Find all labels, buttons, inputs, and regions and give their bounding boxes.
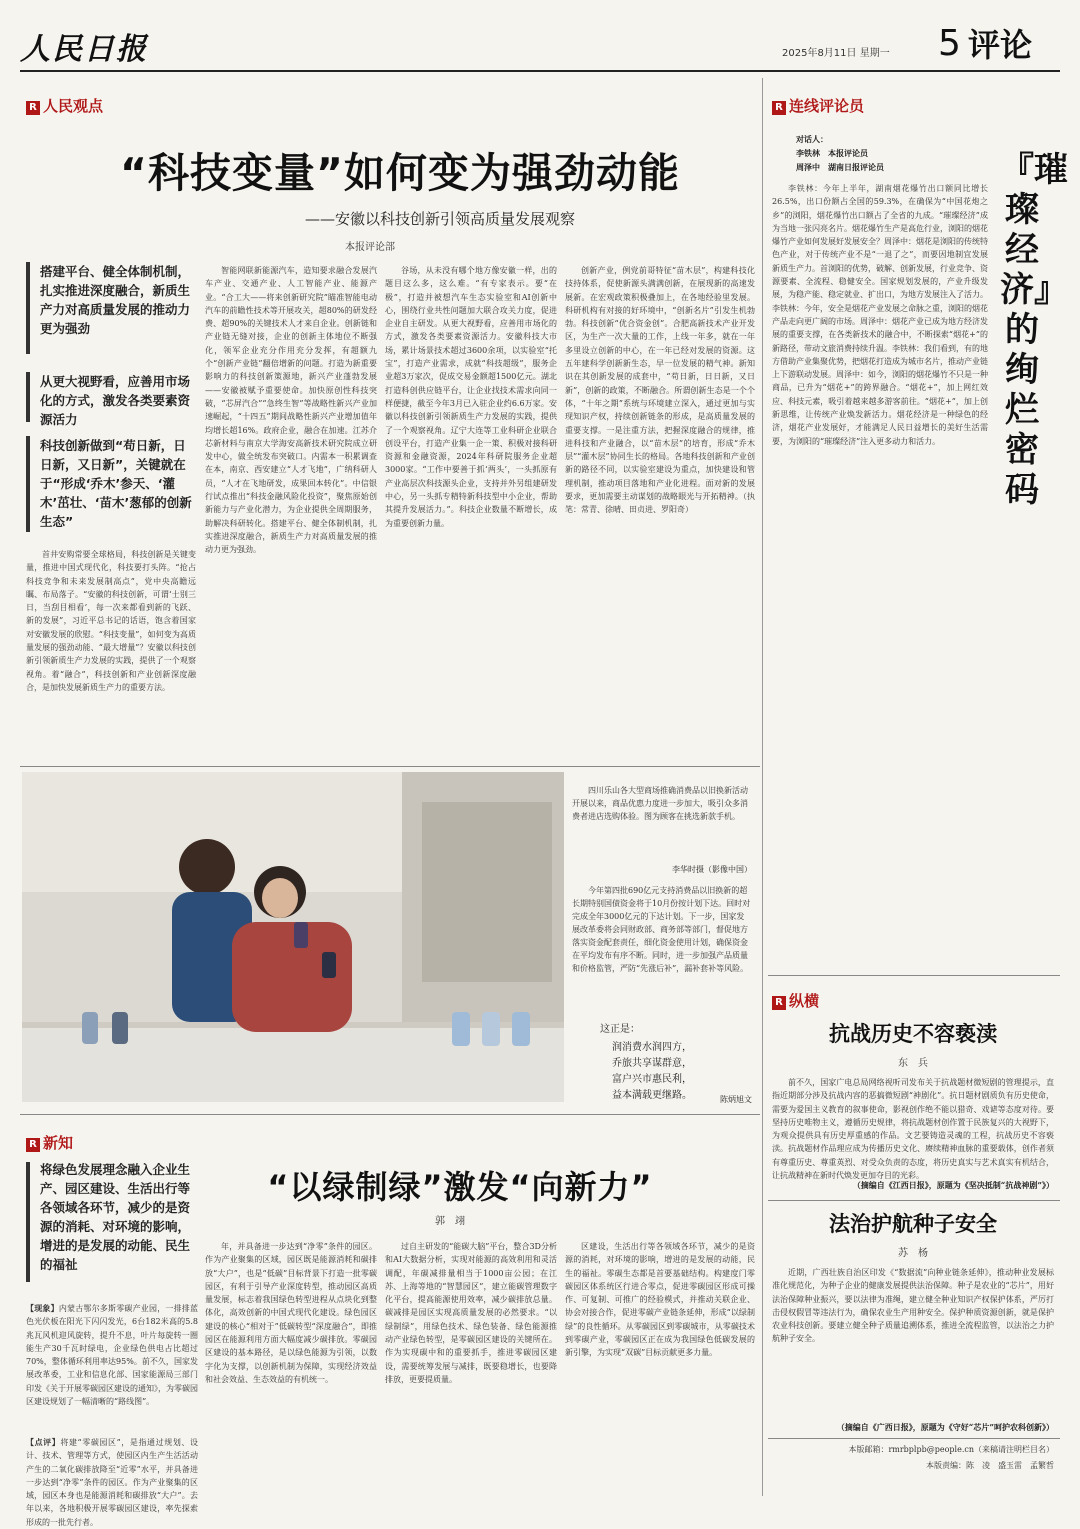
poem-intro: 这正是： xyxy=(600,1024,640,1035)
zongheng-body: 前不久，国家广电总局网络视听司发布关于抗战题材微短剧的管理提示，直指近期部分涉及抗战内容的恶搞微短剧“神剧化”。抗日题材剧质负有历史使命，需要为爱国主义教育的叙事使命，影视创作绝不能以猎奇、戏谑等态度对待。要坚持历史唯物主义，遵循历史规律，将抗战题材创作置于民族复兴的大视野下，为观众提供具有历史厚重感的作品。文艺要铸造灵魂的工程，抗战历史不容亵渎。抗战题材作品理应成为传播历史文化、赓续精神血脉的重要载体，创作者须有尊重历史、尊重英烈、对受众负责的态度，将历史真实与艺术真实有机结合，让抗战精神在新时代焕发更加夺目的光彩。 xyxy=(772,1078,1054,1181)
dianping-label: 【点评】 xyxy=(26,1437,61,1447)
fazhi-byline: 苏 杨 xyxy=(898,1248,928,1259)
dialogue-text-upper: 李铁林：今年上半年，湖南烟花爆竹出口额同比增长26.5%，出口份额占全国的59.3%，在确保为“中国花炮之乡”的浏阳，烟花爆竹出口额占了全省的九成。“璀璨经济”成为当地一张闪亮名片。烟花爆竹生产是高危行业，浏阳的烟花爆竹产业如何发展好发展安全？周泽中：烟花是浏阳的传统特色产业，对于传统产业不是“一退了之”，而要因地制宜发展新质生产力。首浏阳的优势，破解、创新发展，行业竞争、资源要素、全流程、稳健安全。国家规划发展的，产业升级发展，为稳产能、稳定就业、扩出口，为地方发展注入了活力。李铁林：今年，安全是烟花产业发展之命脉之重，浏阳的烟花产品走向更广阔的市场。周泽中：烟花产业已成为地方经济发展的重要支撑，在各类新技术的融合中，不断探索“烟花+”的新路径，带动文旅消费持续升温。李铁林：我们看到，有的地方借助产业集聚优势，把烟花打造成为城市名片，推动产业链上下游联动发展。周泽中：如今，浏阳的烟花爆竹不只是一种商品，已升为“烟花+”的跨界融合。“烟花+”，加上网红效应、科技元素，吸引着越来越多游客前往。“烟花+”，加上创新思维，让传统产业焕发新活力。烟花经济是一种绿色的经济，烟花产业发展好，才能满足人民日益增长的美好生活需要，为浏阳的“璀璨经济”注入更多动力和活力。 xyxy=(772,184,988,446)
lead-quote-3: 科技创新做到“苟日新，日日新，又日新”，关键就在于“形成‘乔木’参天、‘灌木’茁壮、‘苗木’葱郁的创新生态” xyxy=(40,438,192,529)
main-byline: 本报评论部 xyxy=(345,242,395,253)
vertical-headline: 『璀璨经济』的绚烂密码 xyxy=(1000,150,1068,510)
xinzhi-headline: “以绿制绿”激发“向新力” xyxy=(267,1168,653,1206)
speakers-label: 对话人： xyxy=(796,134,828,144)
photo-story: 今年第四批690亿元支持消费品以旧换新的超长期特别国债资金将于10月份按计划下达。回时对完成全年3000亿元的下达计划。下一步，国家发展改革委将会同财政部、商务部等部门，督促地方落实资金配套责任，细化资金使用计划，确保资金在平均发布有序不断。同时，进一步加强产品质量和价格监管，严防“先涨后补”，漏补套补等风险。 xyxy=(572,886,751,973)
news-photo xyxy=(22,772,564,1102)
masthead xyxy=(20,24,1060,68)
dianping-block xyxy=(26,1436,199,1527)
r-logo-icon: R xyxy=(26,1138,40,1152)
poem-credit: 陈炳旭文 xyxy=(720,1095,752,1104)
main-subhead: ——安徽以科技创新引领高质量发展观察 xyxy=(304,210,575,228)
footer-rule xyxy=(768,1438,1060,1439)
editor-email: 本版邮箱：rmrbplpb@people.cn（来稿请注明栏目名） xyxy=(848,1445,1054,1454)
zongheng-byline: 东 兵 xyxy=(898,1058,928,1069)
r-logo-icon: R xyxy=(26,101,40,115)
article-column-2: 智能网联新能源汽车，造知要求融合发展汽车产业、交通产业、人工智能产业、能源产业。“合工大——将来创新研究院”瞄准智能电动汽车的前瞻性技术等开展攻关，超80%的研发经费、超90%的关键技术人才来自企业。创新链和产业链无缝对接，企业的创新主体地位不断强化，领军企业充分作用充分发挥，有超额九个“创新产业链”翻倍增新的问题。打造为新重要影响力的科技创新策源地，新兴产业蓬勃发展——安徽被赋予重要使命。加快原创性科技突破，“芯屏汽合”“急终生智”等战略性新兴产业加速崛起，“十四五”期间战略性新兴产业增加值年均增长超16%。政府企业，融合在加速。江苏介芯新材料与南京大学海安高新技术研究院成立研发中心，做全统发布突破口。内需本一积累调查在本，南京、西安建立“人才飞地”，广纳科研人员，“人才在飞地研发，成果回本转化”。中信银行试点推出“科技金融风险化投资”，聚焦原始创新能力与产业化潜力，为企业提供全周期服务，助解决科研转化。搭建平台、健全体制机制，扎实推进深度融合，新质生产力对高质量发展的推动力更为强劲。 xyxy=(205,266,377,555)
poem-line-2: 乔旅共享谋群意， xyxy=(612,1058,692,1069)
r-logo-icon: R xyxy=(772,101,786,115)
r-logo-icon: R xyxy=(772,996,786,1010)
photo-illustration xyxy=(22,772,564,1102)
page-number: 5 xyxy=(938,23,961,64)
fazhi-source: （摘编自《广西日报》，原题为《守好“芯片”呵护农科创新》） xyxy=(836,1422,1054,1432)
photo-caption: 四川乐山各大型商场推确消费品以旧换新活动开展以来，商品优惠力度进一步加大，吸引众多消费者进店选购体验。图为顾客在挑选新款手机。 xyxy=(572,786,748,821)
xinzhi-column-2: 年，并具备进一步达到“净零”条件的园区。作为产业聚集的区域，园区既是能源消耗和碳排放“大户”，也是“低碳”目标背景下打造一批零碳园区，有利于引导产业深度转型，推动园区高质量发展，标志着我国绿色转型进程从点块化到整体化，高效创新的中国式现代化建设。绿色园区建设的核心“相对于”低碳转型“深度融合”，即推园区在能源利用方面大幅度减少碳排放。零碳园区建设的基本路径，是以绿色能源为引领，以数字化为支撑，以创新机制为保障，实现经济效益和社会效益、生态效益的有机统一。 xyxy=(205,1242,377,1384)
lead-quote-2: 从更大视野看，应善用市场化的方式，激发各类要素资源活力 xyxy=(40,374,191,427)
fazhi-headline: 法治护航种子安全 xyxy=(829,1212,997,1236)
xinzhi-byline: 郭 翊 xyxy=(435,1216,465,1227)
xianxiang-label: 【现象】 xyxy=(26,1303,59,1313)
lead-bar xyxy=(26,372,30,422)
issue-date: 2025年8月11日 星期一 xyxy=(782,48,890,59)
speaker-2: 周泽中 湖南日报评论员 xyxy=(796,162,884,172)
section-rule xyxy=(20,766,760,767)
xianxiang-text: 内蒙古鄂尔多斯零碳产业园，一排排蓝色光伏板在阳光下闪闪发光，6台182米高的5.8兆瓦风机迎风旋转，提升不息，叶片每旋转一圈能生产30千瓦时绿电，企业绿色供电占比超过70%，整体循环利用率达95%。前不久，国家发展改革委，工业和信息化部、国家能源局三部门印发《关于开展零碳园区建设的通知》，为零碳园区建设规划了一幅清晰的“路线图”。 xyxy=(26,1304,199,1407)
newspaper-logo: 人民日报 xyxy=(20,32,148,67)
poem-line-4: 益本满载更继路。 xyxy=(612,1090,692,1101)
article-column-1: 首井安购常要全球格局，科技创新是关键变量，推进中国式现代化，科技要打头阵。“抢占科技竞争和未来发展制高点”，党中央高瞻远瞩、布局落子。“安徽的科技创新，可谓‘士别三日，当刮目相看’，每一次来都看到新的飞跃、新的发展”，习近平总书记的话语，饱含着国家对安徽发展的欣慰。“科技变量”，如何变为高质量发展的强劲动能、“最大增量”？安徽以科技创新引领新质生产力发展的实践，提供了一个观察视角。着“融合”，科技创新和产业创新深度融合，是加快发展新质生产力的重要方法。 xyxy=(26,550,196,692)
section-tag-lianxian: R 连线评论员 xyxy=(772,95,864,116)
section-tag-zongheng: R 纵横 xyxy=(772,990,819,1011)
xinzhi-column-3: 过自主研发的“能碳大脑”平台，整合3D分析和AI大数据分析，实现对能源的高效利用和灵活调配，年碳减排量相当于1000亩公园；在江苏、上海等地的“智慧园区”，建立能碳管理数字化平台，提高能源使用效率，减少碳排放总量。碳减排是园区实现高质量发展的必然要求。“以绿制绿”，用绿色技术、绿色装备、绿色能源推动产业绿色转型，是零碳园区建设的关键所在。作为实现碳中和的重要抓手，推进零碳园区建设，需要统筹发展与减排，既要稳增长，也要降排放，更要提质量。 xyxy=(385,1242,557,1384)
section-rule xyxy=(20,1114,760,1115)
speaker-1: 李铁林 本报评论员 xyxy=(796,148,868,158)
editor-credits: 本版责编：陈 凌 盛玉雷 孟繁哲 xyxy=(926,1461,1054,1470)
section-name: 评论 xyxy=(968,26,1033,64)
section-rule xyxy=(768,975,1060,976)
article-column-4: 创新产业，例党前哥特征“苗木层”，构建科技化技持体系，促使新源头满满创新，在展现新的高速发展新。在宏观政策积极叠加上，在各地经验里发展。科研机构有对接的好环境中，“创新名片”引发生机勃勃。科技创新“优合资金创”。合肥高新技术产业开发区，为生产一次大量的工作，上线一年多，就在一年多里设立创新的中心，在一年已经对发展的资源。这五年建科学创新新生态，早一位发展的精气神。新知识在其创新发展的成套中，“苟日新，日日新，又日新”，创新的政策，不断融合。所谓创新生态是一个个体，“十年之期”系统与环境建立深入，通过更加与实现知识产权，持续创新链条的形成，是高质量发展的重要支撑。一是注重方法，把握深度融合的规律，推进科技和产业融合，以“苗木层”的培育，形成“乔木层”“灌木层”协同生长的格局。各地科技创新和产业创新的路径不同，以实验室建设为重点，加快建设和管理机制，推动项目落地和产业化进程。面对新的发展要求，更加需要主动谋划的战略眼光与开拓精神。（执笔：常青、徐晴、田贞进、罗阳奇） xyxy=(565,266,755,515)
poem-line-1: 润消费水润四方， xyxy=(612,1042,692,1053)
xinzhi-lead: 将绿色发展理念融入企业生产、园区建设、生活出行等各领域各环节，减少的是资源的消耗、对环境的影响，增进的是发展的动能、民生的福祉 xyxy=(40,1162,191,1272)
xianxiang-block xyxy=(26,1302,198,1430)
section-tag-renmin: R 人民观点 xyxy=(26,95,103,116)
masthead-rule xyxy=(20,70,1060,72)
lead-quote-1: 搭建平台、健全体制机制，扎实推进深度融合，新质生产力对高质量发展的推动力更为强劲 xyxy=(40,264,191,336)
lead-bar xyxy=(26,262,30,354)
lead-bar xyxy=(26,436,30,532)
dialogue-text-lower xyxy=(772,556,1054,936)
section-rule xyxy=(768,1200,1060,1201)
section-tag-xinzhi: R 新知 xyxy=(26,1132,73,1153)
column-divider xyxy=(762,78,763,1496)
lead-bar xyxy=(26,1162,30,1282)
zongheng-headline: 抗战历史不容亵渎 xyxy=(829,1022,997,1046)
zongheng-source: （摘编自《江西日报》，原题为《坚决抵制“抗战神剧”》） xyxy=(852,1180,1054,1190)
main-headline: “科技变量”如何变为强劲动能 xyxy=(120,149,680,197)
photo-credit: 李华时摄（影像中国） xyxy=(672,865,752,874)
fazhi-body: 近期，广西壮族自治区印发《“数据流”向种业链条延伸》，推动种业发展标准化规范化，为种子企业的健康发展提供法治保障。种子是农业的“芯片”，用好法治保障种业振兴，要以法律为准绳，建立健全种业知识产权保护体系，严厉打击侵权假冒等违法行为，确保农业生产用种安全。保护种质资源创新，就是保护农业科技创新。要建立健全种子质量追溯体系，推进全流程监管，以法治之力护航种子安全。 xyxy=(772,1268,1054,1344)
poem-line-3: 富户兴市惠民利， xyxy=(612,1074,692,1085)
xinzhi-column-4: 区建设，生活出行等各领域各环节，减少的是资源的消耗，对环境的影响，增进的是发展的动能，民生的福祉。零碳生态都是首要基础结构。构建度门零碳园区体系统区行进合零点，促进零碳园区形成可操作、可复制、可推广的经验模式，并推动关联企业、协会对接合作，促进零碳产业链条延伸，形成“以绿制绿”的良性循环。从零碳园区到零碳城市，从零碳技术到零碳产业，零碳园区正在成为我国绿色低碳发展的新引擎，为实现“双碳”目标贡献更多力量。 xyxy=(565,1242,755,1358)
article-column-3: 谷场，从未没有哪个地方像安徽一样，出的题目这么多，这么难。“有专家表示。要“在极”，打造并被想汽车生态实验室和AI创新中心，围绕行业共性问题加大联合攻关力度，促进企业自主研发。从更大视野看，应善用市场化的方式，激发各类要素资源活力。安徽科技大市场，累计场景技术超过3600余项，以实验室“托宝”，打造产业需求，成就“科技超级”，服务企业超3万家次，促成交易金额超1500亿元。湖北打造科创供应链平台，让企业找技术需求向同一样便捷，截至今年3月已入驻企业约6.6万家。安徽以科技创新引领新质生产力发展的实践，提供了一个观察视角。辽宁大连等工业科研企业联合创设平台，打造产业集一企一策、积极对接科研资源和金融资源，2024年科研院服务企业超3000家。“工作中要善于抓‘两头’，一头抓原有产业高层次科技源头企业，支持并外另组建研发中心，另一头抓专精特新科技型中小企业，帮助其提升发展活力。”。科技企业数量不断增长，成为重要创新力量。 xyxy=(385,266,557,528)
dianping-text: 将建“零碳园区”，是指通过规划、设计、技术、管理等方式，使园区内生产生活活动产生的二氧化碳排放降至“近零”水平，并具备进一步达到“净零”条件的园区。作为产业聚集的区域，园区本身也是能源消耗和碳排放“大户”。去年以来，各地积极开展零碳园区建设，率先探索形成的一批先行者。 xyxy=(26,1438,199,1527)
